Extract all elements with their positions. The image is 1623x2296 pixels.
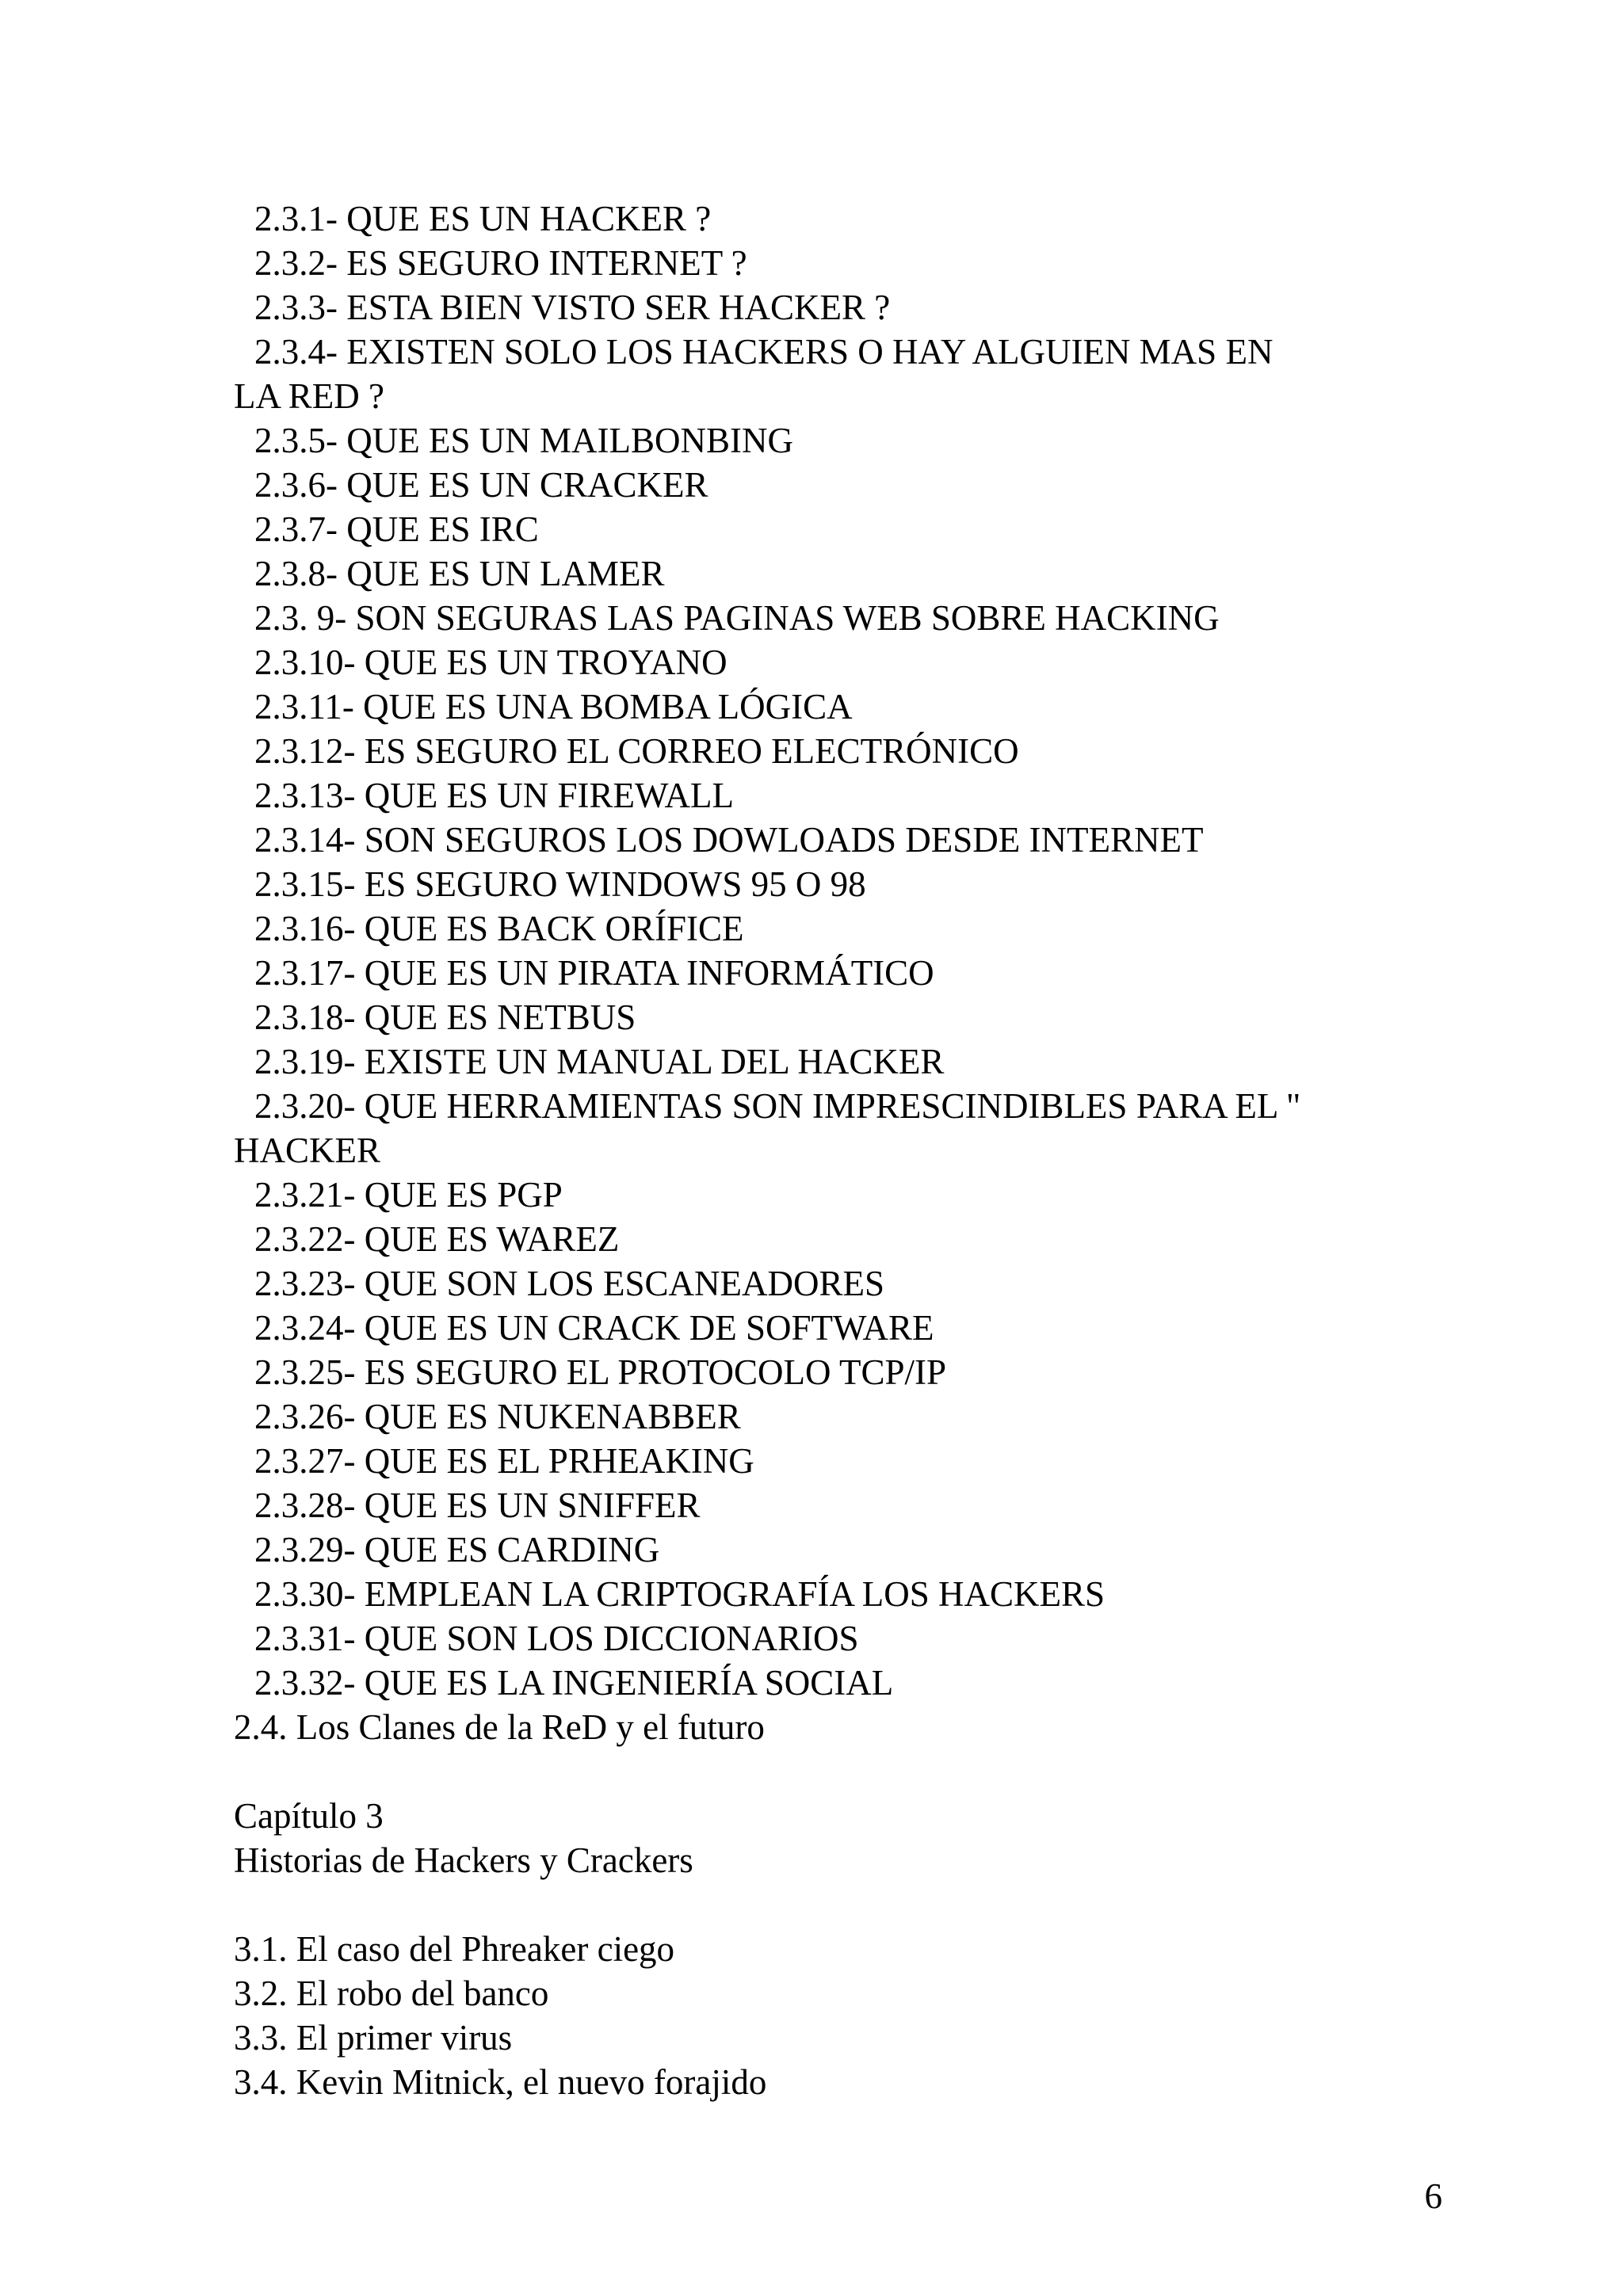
toc-entry: 2.3.29- QUE ES CARDING: [254, 1530, 660, 1569]
toc-entry: 2.3.5- QUE ES UN MAILBONBING: [254, 421, 793, 460]
toc-entry: 2.3.20- QUE HERRAMIENTAS SON IMPRESCINDIBLES PARA EL ": [254, 1086, 1301, 1126]
toc-entry: 2.3.8- QUE ES UN LAMER: [254, 554, 665, 593]
toc-entry: 2.3.15- ES SEGURO WINDOWS 95 O 98: [254, 864, 866, 904]
toc-entry: 2.3.14- SON SEGUROS LOS DOWLOADS DESDE INTERNET: [254, 820, 1204, 860]
toc-entry: 2.3.11- QUE ES UNA BOMBA LÓGICA: [254, 687, 853, 727]
toc-entry: 2.3.28- QUE ES UN SNIFFER: [254, 1486, 701, 1525]
toc-entry: 2.3.31- QUE SON LOS DICCIONARIOS: [254, 1619, 859, 1658]
toc-entry: 2.3.32- QUE ES LA INGENIERÍA SOCIAL: [254, 1663, 894, 1703]
toc-entry: 2.3.21- QUE ES PGP: [254, 1175, 563, 1215]
toc-entry: 2.3.18- QUE ES NETBUS: [254, 997, 636, 1037]
chapter-entry: 3.3. El primer virus: [234, 2018, 513, 2058]
toc-entry: 2.3.30- EMPLEAN LA CRIPTOGRAFÍA LOS HACKERS: [254, 1574, 1106, 1614]
toc-entry: 2.3.17- QUE ES UN PIRATA INFORMÁTICO: [254, 953, 934, 993]
toc-entry: 2.3.12- ES SEGURO EL CORREO ELECTRÓNICO: [254, 731, 1019, 771]
table-of-contents: [234, 196, 1423, 2104]
toc-entry: 2.3.4- EXISTEN SOLO LOS HACKERS O HAY ALGUIEN MAS EN: [254, 332, 1274, 372]
spacer: [234, 1749, 1423, 1794]
toc-section-entry: 2.4. Los Clanes de la ReD y el futuro: [234, 1707, 765, 1747]
spacer: [234, 1882, 1423, 1927]
toc-entry-continuation: LA RED ?: [234, 376, 384, 416]
toc-entry: 2.3.10- QUE ES UN TROYANO: [254, 643, 727, 682]
toc-entry: 2.3.25- ES SEGURO EL PROTOCOLO TCP/IP: [254, 1352, 947, 1392]
toc-entry: 2.3.6- QUE ES UN CRACKER: [254, 465, 708, 505]
toc-entry: 2.3.16- QUE ES BACK ORÍFICE: [254, 909, 744, 948]
toc-entry: 2.3.1- QUE ES UN HACKER ?: [254, 199, 712, 238]
toc-entry: 2.3.2- ES SEGURO INTERNET ?: [254, 243, 747, 283]
toc-entry: 2.3.19- EXISTE UN MANUAL DEL HACKER: [254, 1042, 945, 1081]
toc-entry: 2.3.22- QUE ES WAREZ: [254, 1219, 620, 1259]
chapter-entry: 3.4. Kevin Mitnick, el nuevo forajido: [234, 2062, 767, 2102]
toc-entry: 2.3.23- QUE SON LOS ESCANEADORES: [254, 1264, 885, 1303]
chapter-heading: Capítulo 3: [234, 1796, 384, 1836]
toc-entry: 2.3.7- QUE ES IRC: [254, 509, 539, 549]
chapter-title: Historias de Hackers y Crackers: [234, 1840, 693, 1880]
toc-entry: 2.3.26- QUE ES NUKENABBER: [254, 1397, 741, 1436]
toc-entry: 2.3. 9- SON SEGURAS LAS PAGINAS WEB SOBRE HACKING: [254, 598, 1220, 638]
page-number: 6: [1424, 2176, 1442, 2216]
toc-entry: 2.3.3- ESTA BIEN VISTO SER HACKER ?: [254, 288, 891, 327]
chapter-entry: 3.1. El caso del Phreaker ciego: [234, 1929, 675, 1969]
toc-entry: 2.3.13- QUE ES UN FIREWALL: [254, 776, 734, 815]
chapter-entry: 3.2. El robo del banco: [234, 1974, 549, 2013]
toc-entry: 2.3.24- QUE ES UN CRACK DE SOFTWARE: [254, 1308, 934, 1348]
toc-entry: 2.3.27- QUE ES EL PRHEAKING: [254, 1441, 754, 1481]
toc-entry-continuation: HACKER: [234, 1131, 381, 1170]
